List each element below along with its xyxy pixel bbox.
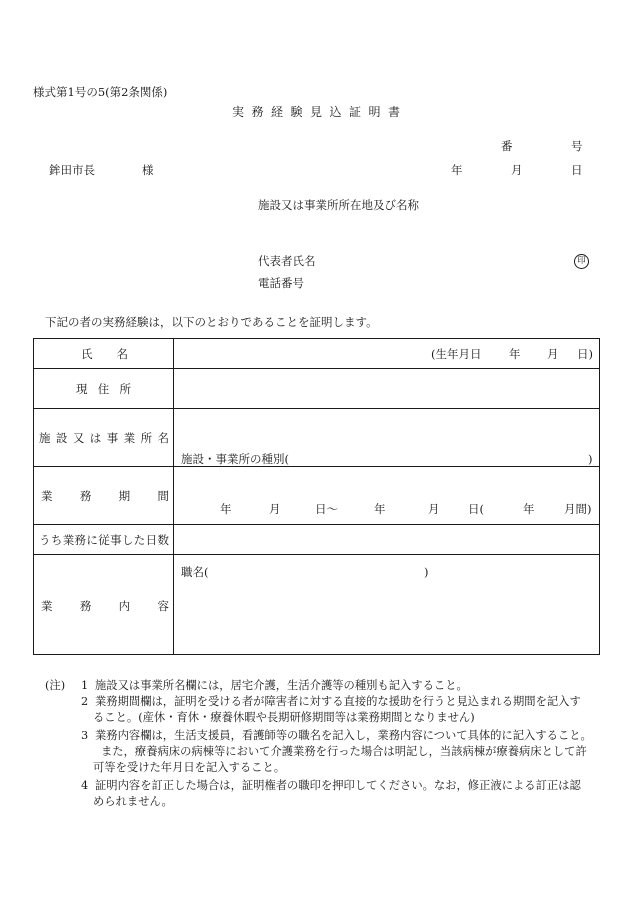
period-total-year: 年: [523, 502, 535, 516]
certification-statement: 下記の者の実務経験は，以下のとおりであることを証明します。: [45, 315, 378, 329]
addressee: 鉾田市長: [49, 163, 95, 177]
table-row-divider: [34, 466, 599, 467]
birth-month-label: 月: [547, 347, 559, 361]
date-year-label: 年: [451, 163, 463, 177]
period-end-year: 年: [374, 502, 386, 516]
note-number: 3: [81, 729, 89, 742]
name-label: 氏 名: [81, 347, 128, 361]
note-line: また，療養病床の病棟等において介護業務を行った場合は明記し，当該病棟が療養病床として許: [101, 745, 587, 758]
number-label-go: 号: [571, 139, 583, 153]
period-start-month: 月: [269, 502, 281, 516]
date-day-label: 日: [571, 163, 583, 177]
job-title-close: ): [424, 565, 429, 579]
period-start-day: 日～: [315, 502, 338, 516]
table-row-divider: [34, 408, 599, 409]
period-end-day: 日(: [468, 502, 484, 516]
table-row-divider: [34, 524, 599, 525]
table-column-divider: [173, 339, 174, 654]
working-days-label: うち業務に従事した日数: [39, 533, 169, 547]
note-line: 業務内容欄は，生活支援員，看護師等の職名を記入し，業務内容について具体的に記入すること。: [95, 729, 592, 742]
facility-type-close: ): [588, 452, 593, 466]
facility-name-label: 施 設 又 は 事 業 所 名: [39, 431, 169, 445]
note-line: められません。: [93, 795, 173, 808]
note-line: ること。(産休・育休・療養休暇や長期研修期間等は業務期間となりません): [93, 711, 475, 724]
experience-table: [33, 338, 600, 655]
date-month-label: 月: [511, 163, 523, 177]
facility-address-label: 施設又は事業所所在地及び名称: [258, 198, 419, 212]
period-start-year: 年: [220, 502, 232, 516]
facility-type-open: 施設・事業所の種別(: [181, 452, 289, 466]
table-row-divider: [34, 368, 599, 369]
job-title-open: 職名(: [181, 565, 209, 579]
birth-day-close: 日): [577, 347, 593, 361]
work-content-label: 業 務 内 容: [41, 599, 169, 613]
notes-marker: (注): [45, 679, 66, 692]
birth-year-label: 年: [509, 347, 521, 361]
note-number: 4: [81, 779, 89, 792]
period-end-month: 月: [428, 502, 440, 516]
address-label: 現 住 所: [76, 382, 131, 396]
period-label: 業 務 期 間: [41, 489, 169, 503]
note-line: 可等を受けた年月日を記入すること。: [93, 761, 286, 774]
form-id: 様式第1号の5(第2条関係): [33, 85, 168, 99]
addressee-honorific: 様: [142, 163, 154, 177]
note-line: 証明内容を訂正した場合は，証明権者の職印を押印してください。なお，修正液による訂正は認: [95, 779, 581, 792]
note-line: 施設又は事業所名欄には，居宅介護，生活介護等の種別も記入すること。: [95, 679, 468, 692]
phone-label: 電話番号: [258, 276, 304, 290]
period-total-months: 月間): [564, 502, 592, 516]
note-number: 1: [81, 679, 89, 692]
note-number: 2: [81, 695, 89, 708]
number-label-ban: 番: [501, 139, 513, 153]
note-line: 業務期間欄は，証明を受ける者が障害者に対する直接的な援助を行うと見込まれる期間を記入す: [95, 695, 581, 708]
document-title: 実 務 経 験 見 込 証 明 書: [232, 105, 400, 119]
birthdate-open: (生年月日: [431, 347, 482, 361]
representative-label: 代表者氏名: [258, 254, 316, 268]
table-row-divider: [34, 554, 599, 555]
seal-icon: 印: [574, 254, 589, 269]
